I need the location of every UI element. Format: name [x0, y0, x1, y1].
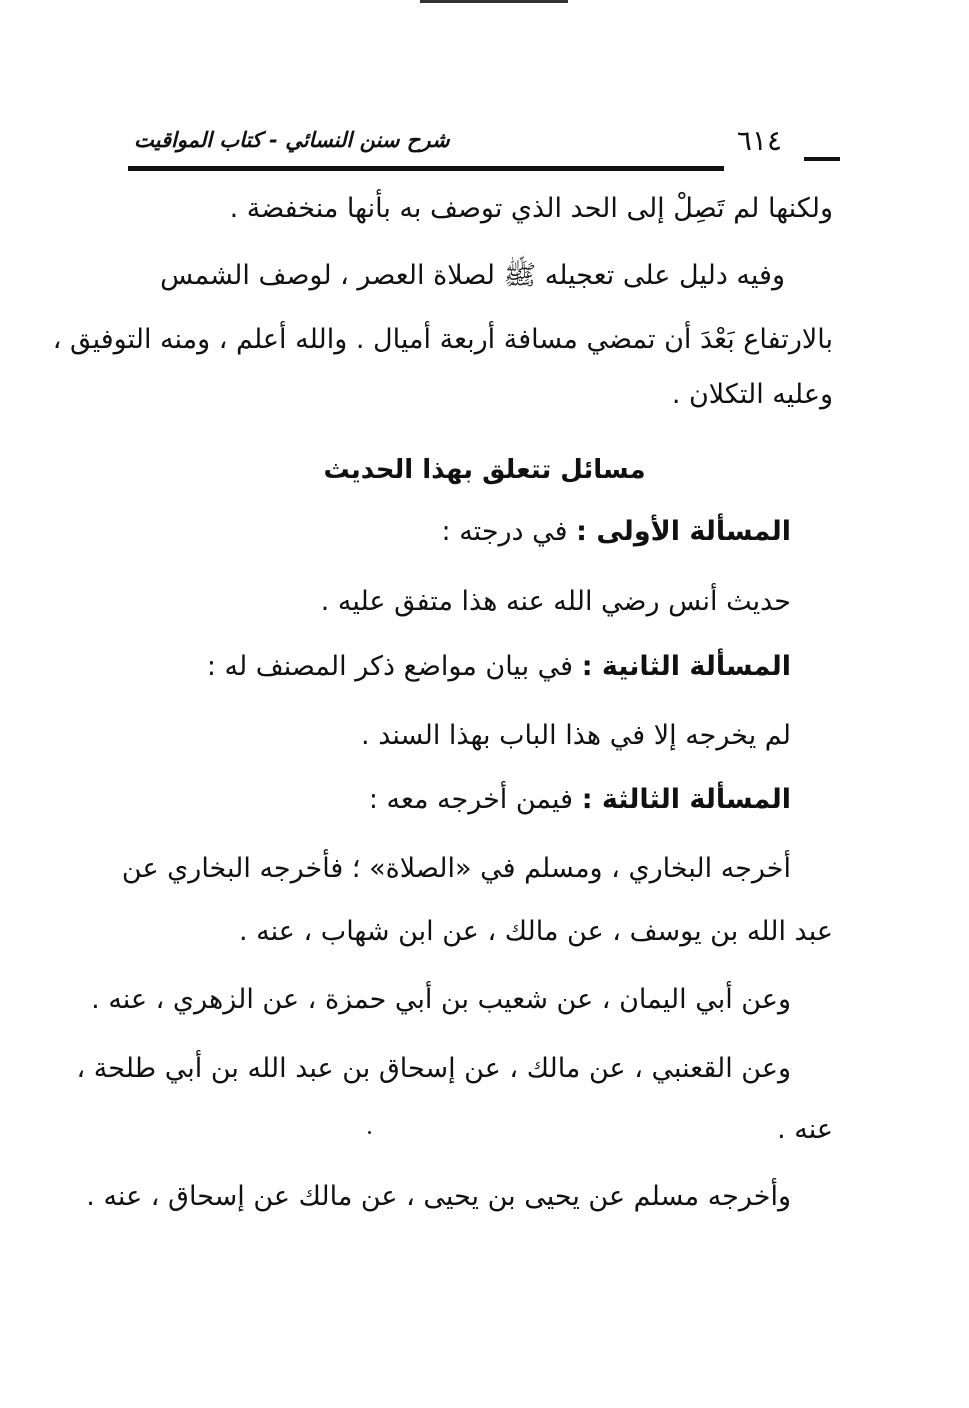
stray-mark [368, 1131, 371, 1134]
page-number: ٦١٤ [736, 124, 782, 157]
takhrij-line-3: وعن أبي اليمان ، عن شعيب بن أبي حمزة ، عن الزهري ، عنه . [91, 984, 791, 1015]
body-line-2: وفيه دليل على تعجيله ﷺ لصلاة العصر ، لوصف الشمس [160, 260, 785, 291]
takhrij-line-6: وأخرجه مسلم عن يحيى بن يحيى ، عن مالك عن إسحاق ، عنه . [86, 1181, 791, 1212]
issue-1-line [442, 518, 791, 545]
body-line-4: وعليه التكلان . [671, 379, 833, 410]
takhrij-line-2: عبد الله بن يوسف ، عن مالك ، عن ابن شهاب ، عنه . [239, 916, 833, 947]
body-line-1: ولكنها لم تَصِلْ إلى الحد الذي توصف به بأنها منخفضة . [229, 193, 833, 224]
issue-3-line [369, 786, 791, 813]
issue-1-answer: حديث أنس رضي الله عنه هذا متفق عليه . [320, 586, 791, 617]
issue-3-title: المسألة الثالثة : [581, 784, 791, 815]
issue-2-answer: لم يخرجه إلا في هذا الباب بهذا السند . [361, 720, 791, 751]
top-page-mark [420, 0, 568, 3]
issue-3-subject: فيمن أخرجه معه : [368, 784, 574, 815]
issue-2-line [207, 653, 791, 680]
issue-2-title: المسألة الثانية : [581, 651, 791, 682]
page-number-dash [804, 157, 840, 161]
takhrij-line-1: أخرجه البخاري ، ومسلم في «الصلاة» ؛ فأخرجه البخاري عن [121, 853, 791, 884]
section-heading: مسائل تتعلق بهذا الحديث [323, 455, 646, 485]
issue-2-subject: في بيان مواضع ذكر المصنف له : [206, 651, 574, 682]
issue-1-title: المسألة الأولى : [576, 516, 791, 547]
header-rule [128, 166, 724, 171]
issue-1-subject: في درجته : [441, 516, 568, 547]
page-header [128, 124, 840, 178]
takhrij-line-5: عنه . [777, 1114, 833, 1145]
takhrij-line-4: وعن القعنبي ، عن مالك ، عن إسحاق بن عبد الله بن أبي طلحة ، [76, 1053, 791, 1084]
running-title: شرح سنن النسائي - كتاب المواقيت [134, 128, 450, 152]
body-line-3: بالارتفاع بَعْدَ أن تمضي مسافة أربعة أميال . والله أعلم ، ومنه التوفيق ، [52, 324, 833, 355]
